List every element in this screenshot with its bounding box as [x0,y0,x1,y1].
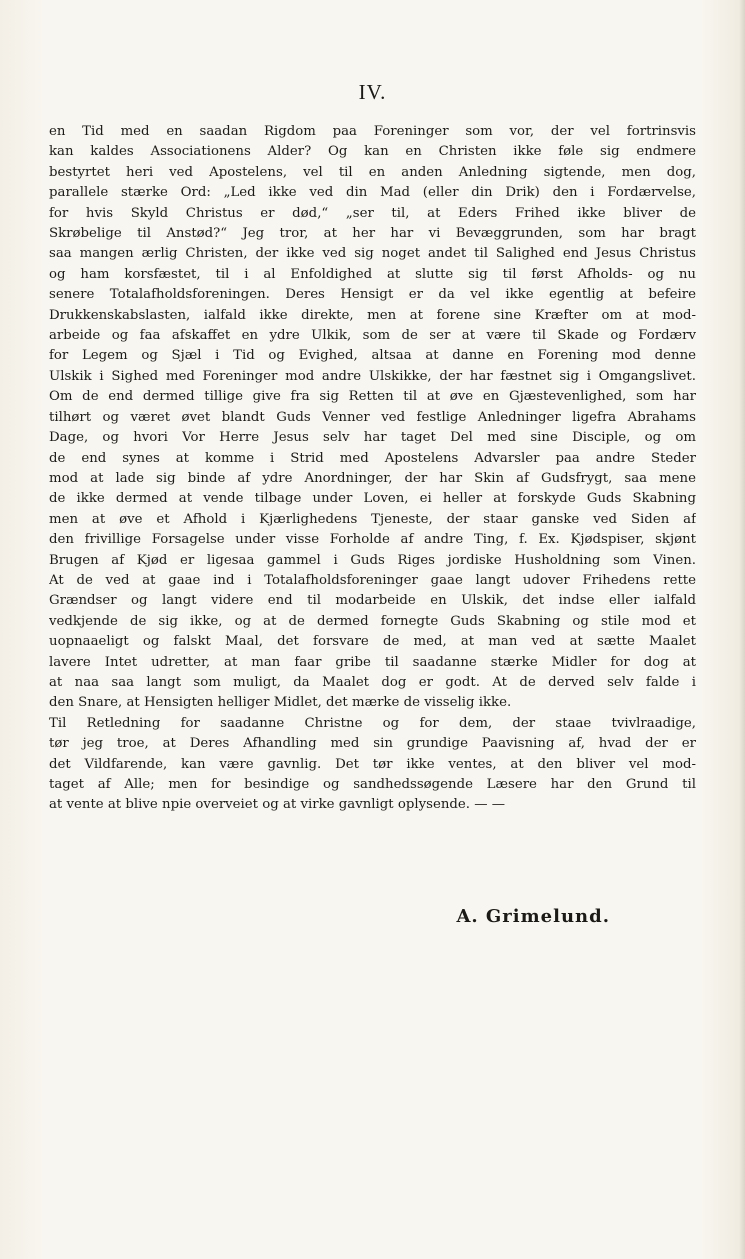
text-line: Dage, og hvori Vor Herre Jesus selv har taget Del med sine Disciple, og om [49,430,696,446]
text-line: mod at lade sig binde af ydre Anordninger, der har Skin af Gudsfrygt, saa mene [49,470,696,486]
text-line: Skrøbelige til Anstød?“ Jeg tror, at her har vi Bevæggrunden, som har bragt [49,226,696,242]
body-text [49,122,696,816]
text-line: tør jeg troe, at Deres Afhandling med sin grundige Paavisning af, hvad der er [49,736,696,752]
page-number: IV. [358,80,387,104]
page-edge-shadow [739,0,745,1259]
text-line: for hvis Skyld Christus er død,“ „ser til, at Eders Frihed ikke bliver de [49,205,696,221]
text-line: lavere Intet udretter, at man faar gribe til saadanne stærke Midler for dog at [49,654,696,670]
text-line: men at øve et Afhold i Kjærlighedens Tjeneste, der staar ganske ved Siden af [49,511,696,527]
text-line: Om de end dermed tillige give fra sig Retten til at øve en Gjæstevenlighed, som har [49,389,696,405]
text-line: uopnaaeligt og falskt Maal, det forsvare de med, at man ved at sætte Maalet [49,634,696,650]
text-line: den frivillige Forsagelse under visse Forholde af andre Ting, f. Ex. Kjødspiser, skjønt [49,532,696,548]
author-signature: A. Grimelund. [456,906,610,927]
text-line: at vente at blive npie overveiet og at virke gavnligt oplysende. — — [49,797,506,813]
text-line: tilhørt og været øvet blandt Guds Venner ved festlige Anledninger ligefra Abrahams [49,409,696,425]
text-line: taget af Alle; men for besindige og sandhedssøgende Læsere har den Grund til [49,777,696,792]
text-line: bestyrtet heri ved Apostelens, vel til en anden Anledning sigtende, men dog, [49,164,696,180]
text-line: senere Totalafholdsforeningen. Deres Hensigt er da vel ikke egentlig at befeire [49,287,696,303]
text-line: den Snare, at Hensigten helliger Midlet, det mærke de visselig ikke. [49,695,512,711]
text-line: vedkjende de sig ikke, og at de dermed fornegte Guds Skabning og stile mod et [49,613,696,629]
text-line: det Vildfarende, kan være gavnlig. Det tør ikke ventes, at den bliver vel mod- [49,756,696,772]
text-line: parallele stærke Ord: „Led ikke ved din Mad (eller din Drik) den i Fordærvelse, [49,185,696,201]
text-line: Drukkenskabslasten, ialfald ikke direkte, men at forene sine Kræfter om at mod- [49,307,696,323]
text-line: de ikke dermed at vende tilbage under Loven, ei heller at forskyde Guds Skabning [49,491,696,507]
text-line: arbeide og faa afskaffet en ydre Ulkik, som de ser at være til Skade og Fordærv [49,328,696,344]
text-line: og ham korsfæstet, til i al Enfoldighed at slutte sig til først Afholds- og nu [49,266,696,282]
text-line: at naa saa langt som muligt, da Maalet dog er godt. At de derved selv falde i [49,674,696,690]
text-line: At de ved at gaae ind i Totalafholdsforeninger gaae langt udover Frihedens rette [49,572,696,588]
text-line: Til Retledning for saadanne Christne og for dem, der staae tvivlraadige, [49,715,696,731]
text-line: Grændser og langt videre end til modarbeide en Ulskik, det indse eller ialfald [49,593,696,609]
text-line: de end synes at komme i Strid med Apostelens Advarsler paa andre Steder [49,450,696,466]
text-line: for Legem og Sjæl i Tid og Evighed, altsaa at danne en Forening mod denne [49,348,696,364]
text-line: Brugen af Kjød er ligesaa gammel i Guds Riges jordiske Husholdning som Vinen. [49,552,696,568]
text-line: Ulskik i Sighed med Foreninger mod andre Ulskikke, der har fæstnet sig i Omgangslivet. [49,368,696,384]
text-line: en Tid med en saadan Rigdom paa Foreninger som vor, der vel fortrinsvis [49,124,696,139]
text-line: saa mangen ærlig Christen, der ikke ved sig noget andet til Salighed end Jesus Christus [49,246,696,262]
text-line: kan kaldes Associationens Alder? Og kan en Christen ikke føle sig endmere [49,144,696,160]
